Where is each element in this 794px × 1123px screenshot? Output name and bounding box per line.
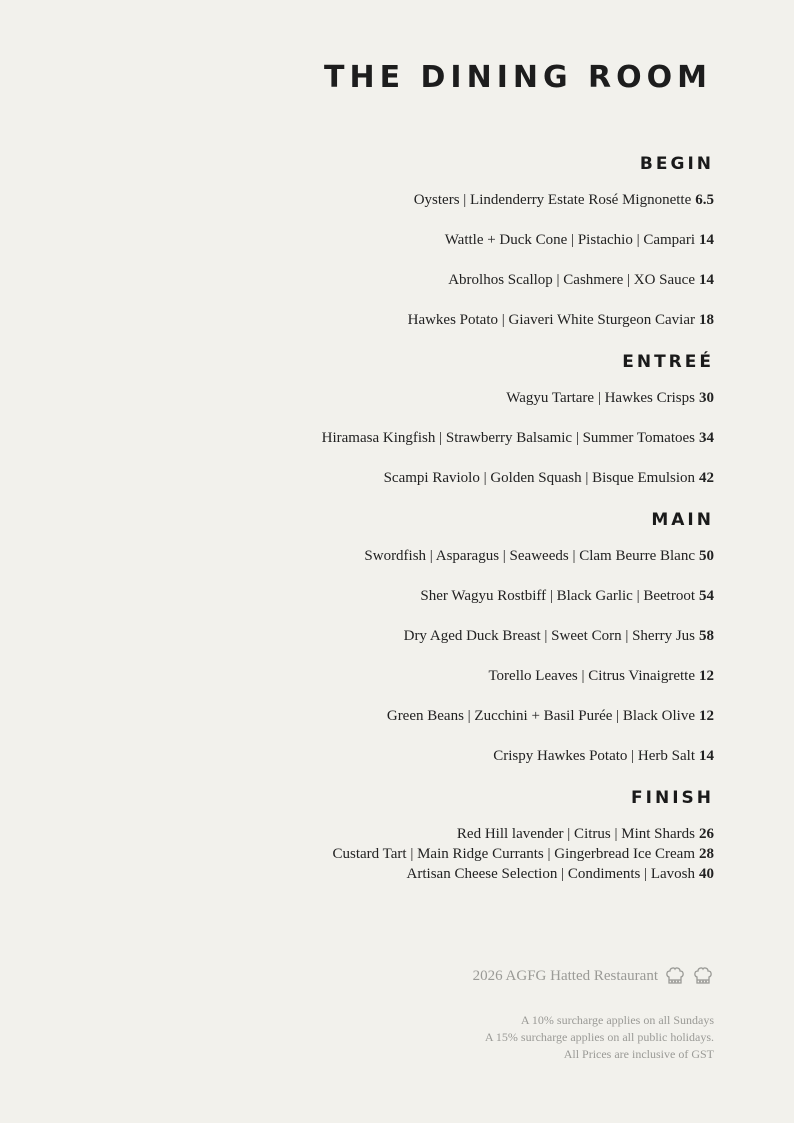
menu-list <box>114 152 714 884</box>
section-heading: FINISH <box>631 788 714 808</box>
section-heading: ENTREÉ <box>622 352 714 372</box>
item-price: 58 <box>699 628 714 644</box>
item-price: 14 <box>699 748 714 764</box>
item-name: Wagyu Tartare | Hawkes Crisps <box>506 390 695 406</box>
section-finish <box>114 786 714 884</box>
section-begin <box>114 152 714 330</box>
menu-item <box>114 746 714 766</box>
item-name: Custard Tart | Main Ridge Currants | Gingerbread Ice Cream <box>332 846 695 862</box>
chef-hat-icon <box>692 965 714 987</box>
item-name: Abrolhos Scallop | Cashmere | XO Sauce <box>448 272 695 288</box>
section-entree <box>114 350 714 488</box>
menu-item <box>114 388 714 408</box>
menu-item <box>114 190 714 210</box>
menu-item <box>114 666 714 686</box>
surcharge-notes <box>485 1012 714 1063</box>
item-name: Hiramasa Kingfish | Strawberry Balsamic | Summer Tomatoes <box>321 430 695 446</box>
item-price: 12 <box>699 708 714 724</box>
item-name: Green Beans | Zucchini + Basil Purée | Black Olive <box>386 708 695 724</box>
note-line: A 10% surcharge applies on all Sundays <box>520 1013 714 1027</box>
item-name: Torello Leaves | Citrus Vinaigrette <box>488 668 695 684</box>
item-price: 30 <box>699 390 714 406</box>
item-name: Red Hill lavender | Citrus | Mint Shards <box>456 826 695 842</box>
note-line: All Prices are inclusive of GST <box>563 1047 714 1061</box>
item-price: 40 <box>699 866 714 882</box>
item-price: 42 <box>699 470 714 486</box>
item-price: 14 <box>699 232 714 248</box>
menu-item <box>114 230 714 250</box>
item-name: Scampi Raviolo | Golden Squash | Bisque Emulsion <box>383 470 695 486</box>
chef-hat-icon <box>664 965 686 987</box>
item-name: Sher Wagyu Rostbiff | Black Garlic | Beetroot <box>420 588 695 604</box>
menu-item <box>114 546 714 566</box>
accolade <box>473 965 714 987</box>
item-price: 6.5 <box>695 192 714 208</box>
item-name: Wattle + Duck Cone | Pistachio | Campari <box>444 232 695 248</box>
item-name: Oysters | Lindenderry Estate Rosé Mignonette <box>413 192 692 208</box>
menu-item <box>114 626 714 646</box>
menu-item <box>114 270 714 290</box>
item-price: 26 <box>699 826 714 842</box>
item-price: 28 <box>699 846 714 862</box>
section-heading: BEGIN <box>639 154 714 174</box>
item-name: Crispy Hawkes Potato | Herb Salt <box>493 748 695 764</box>
item-name: Swordfish | Asparagus | Seaweeds | Clam Beurre Blanc <box>364 548 695 564</box>
menu-item <box>114 310 714 330</box>
item-price: 12 <box>699 668 714 684</box>
section-main <box>114 508 714 766</box>
item-name: Artisan Cheese Selection | Condiments | Lavosh <box>406 866 695 882</box>
item-name: Dry Aged Duck Breast | Sweet Corn | Sherry Jus <box>403 628 695 644</box>
menu-item <box>114 824 714 844</box>
menu-item <box>114 428 714 448</box>
note-line: A 15% surcharge applies on all public holidays. <box>484 1030 714 1044</box>
section-heading: MAIN <box>651 510 714 530</box>
item-price: 18 <box>699 312 714 328</box>
item-name: Hawkes Potato | Giaveri White Sturgeon Caviar <box>407 312 695 328</box>
menu-item <box>114 468 714 488</box>
menu-item <box>114 844 714 864</box>
item-price: 14 <box>699 272 714 288</box>
menu-item <box>114 706 714 726</box>
menu-item <box>114 864 714 884</box>
item-price: 34 <box>699 430 714 446</box>
page-title: THE DINING ROOM <box>324 60 712 95</box>
accolade-text: 2026 AGFG Hatted Restaurant <box>472 967 658 984</box>
menu-item <box>114 586 714 606</box>
item-price: 50 <box>699 548 714 564</box>
item-price: 54 <box>699 588 714 604</box>
